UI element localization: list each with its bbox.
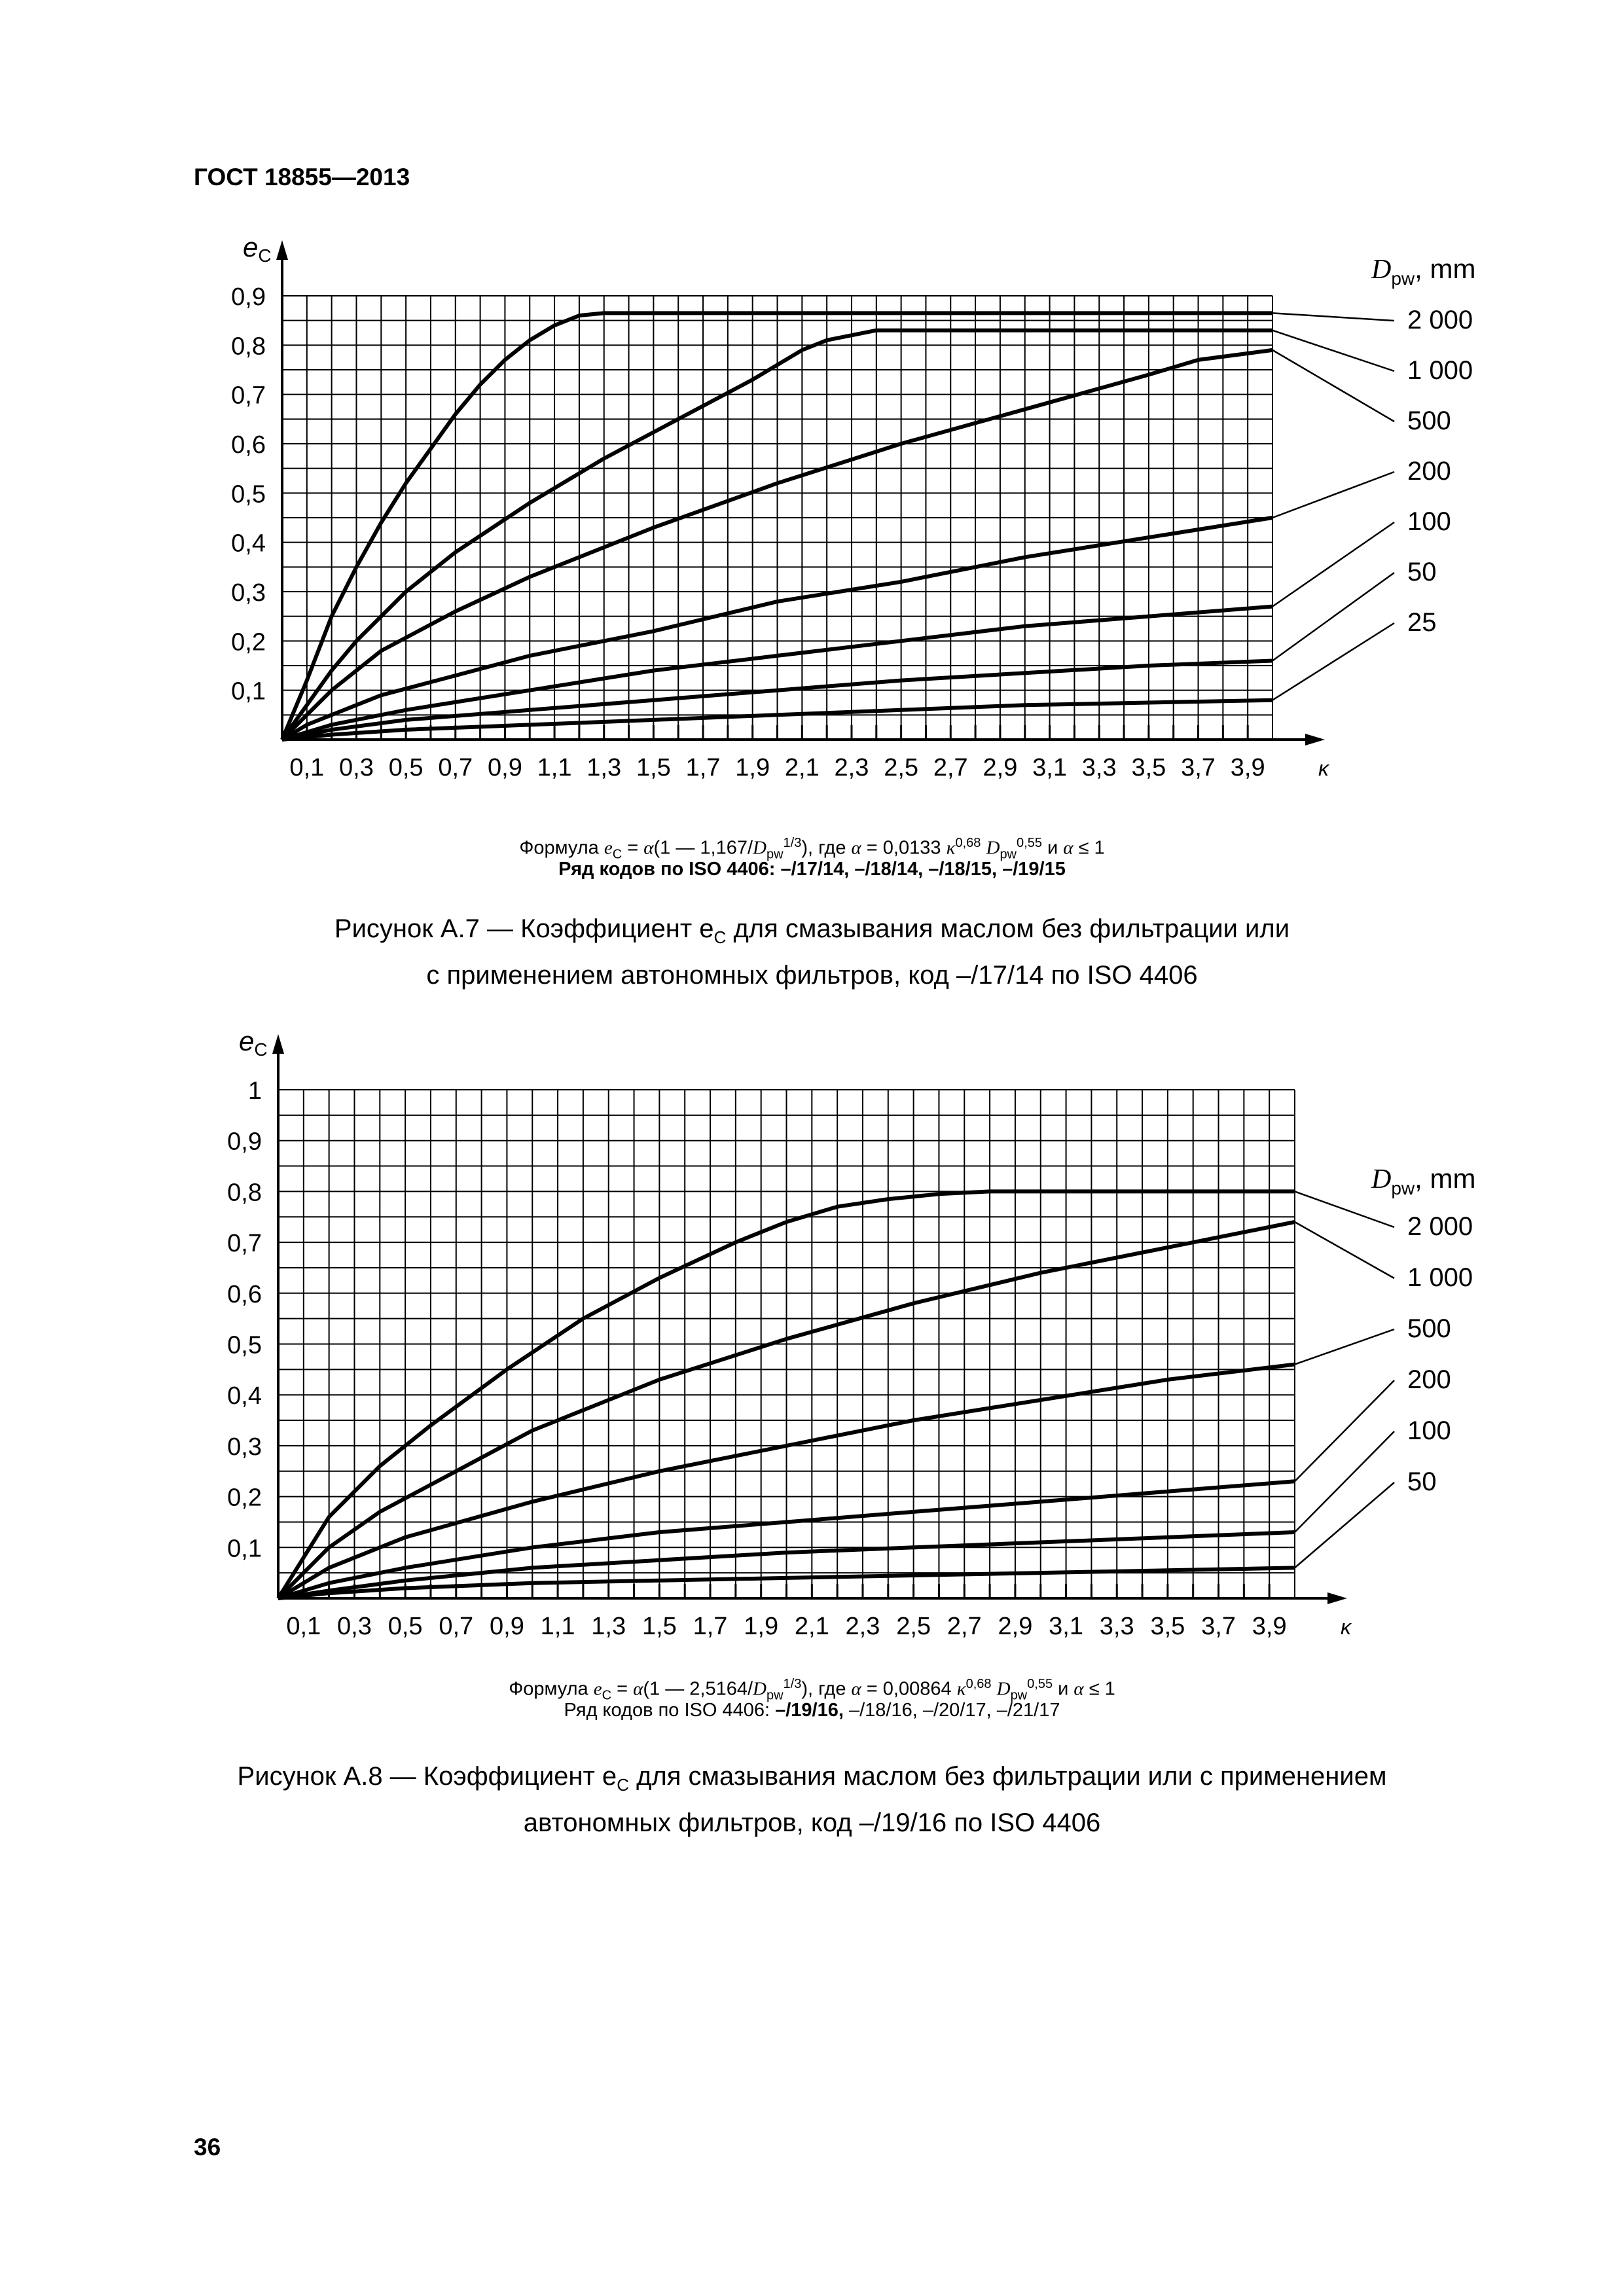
x-tick-label: 0,3 [339, 754, 374, 781]
codes-a8: Ряд кодов по ISO 4406: –/19/16, –/18/16, –/20/17, –/21/17 [564, 1700, 1060, 1721]
x-tick-label: 0,3 [337, 1613, 372, 1640]
legend-label-1000: 1 000 [1407, 1263, 1473, 1292]
x-tick-label: 3,9 [1230, 754, 1265, 781]
legend-label-200: 200 [1407, 457, 1451, 486]
y-axis-arrow-icon [276, 240, 288, 260]
x-tick-label: 0,7 [439, 1613, 474, 1640]
x-axis-label: κ [1318, 757, 1329, 780]
document-header: ГОСТ 18855—2013 [194, 164, 410, 190]
x-tick-label: 1,3 [586, 754, 622, 781]
x-tick-label: 3,7 [1201, 1613, 1236, 1640]
x-tick-label: 2,1 [794, 1613, 829, 1640]
legend-leader-line [1272, 472, 1394, 518]
x-tick-label: 0,9 [488, 754, 522, 781]
legend-title: $D_{pw}$, mm [1371, 1163, 1476, 1198]
x-tick-label: 3,1 [1032, 754, 1067, 781]
x-tick-label: 0,5 [388, 1613, 423, 1640]
x-tick-label: 1,7 [693, 1613, 728, 1640]
y-axis-label: eC [243, 232, 272, 266]
x-tick-label: 3,9 [1252, 1613, 1287, 1640]
y-tick-label: 0,7 [227, 1230, 262, 1258]
x-tick-label: 1,7 [685, 754, 721, 781]
x-tick-label: 0,5 [388, 754, 424, 781]
legend-leader-line [1295, 1380, 1394, 1481]
y-tick-label: 0,6 [227, 1280, 262, 1308]
y-tick-label: 0,3 [227, 1433, 262, 1461]
legend-label-1000: 1 000 [1407, 356, 1473, 385]
x-tick-label: 2,1 [784, 754, 820, 781]
x-tick-label: 1,1 [540, 1613, 575, 1640]
y-tick-label: 0,1 [231, 677, 266, 706]
legend-leader-line [1272, 522, 1394, 607]
x-tick-label: 3,1 [1049, 1613, 1083, 1640]
caption-a7: Рисунок А.7 — Коэффициент $e_C$ для смазывания маслом без фильтрации или с применением автономных фильтров, код –/17/14 по ISO 4406 [334, 914, 1290, 990]
x-tick-label: 3,5 [1150, 1613, 1185, 1640]
y-tick-label: 0,2 [227, 1484, 262, 1512]
y-tick-label: 0,8 [227, 1179, 262, 1207]
chart-figure-a8 [0, 1001, 1624, 1702]
y-tick-label: 0,9 [231, 283, 266, 311]
y-tick-label: 0,3 [231, 579, 266, 607]
legend-leader-line [1295, 1482, 1394, 1568]
caption-a8: Рисунок А.8 — Коэффициент $e_C$ для смазывания маслом без фильтрации или с применением автономных фильтров, код –/19/16 по ISO 4406 [237, 1762, 1387, 1837]
y-tick-label: 0,5 [231, 480, 266, 509]
legend-leader-line [1295, 1191, 1394, 1227]
x-tick-label: 2,3 [845, 1613, 880, 1640]
y-tick-label: 0,4 [231, 529, 266, 558]
chart-figure-a7 [0, 223, 1624, 884]
y-tick-label: 0,4 [227, 1382, 262, 1410]
codes-a7: Ряд кодов по ISO 4406: –/17/14, –/18/14, –/18/15, –/19/15 [558, 859, 1066, 880]
x-tick-label: 3,7 [1181, 754, 1216, 781]
legend-label-100: 100 [1407, 507, 1451, 536]
y-axis-arrow-icon [272, 1034, 284, 1054]
x-axis-arrow-icon [1327, 1592, 1347, 1604]
y-tick-label: 0,9 [227, 1128, 262, 1156]
x-tick-label: 0,1 [286, 1613, 321, 1640]
legend-title: $D_{pw}$, mm [1371, 253, 1476, 289]
legend-leader-line [1295, 1329, 1394, 1365]
y-tick-label: 1 [247, 1077, 262, 1105]
page-number: 36 [194, 2134, 221, 2161]
y-axis-label: eC [239, 1026, 268, 1060]
x-tick-label: 2,9 [983, 754, 1018, 781]
x-tick-label: 1,3 [591, 1613, 626, 1640]
legend-label-200: 200 [1407, 1365, 1451, 1394]
x-tick-label: 1,1 [537, 754, 572, 781]
legend-label-500: 500 [1407, 1314, 1451, 1343]
y-tick-label: 0,1 [227, 1535, 262, 1563]
legend-leader-line [1295, 1431, 1394, 1532]
legend-label-2000: 2 000 [1407, 1212, 1473, 1241]
x-tick-label: 0,7 [438, 754, 473, 781]
x-tick-label: 2,3 [834, 754, 869, 781]
legend-label-100: 100 [1407, 1416, 1451, 1445]
x-tick-label: 1,5 [636, 754, 671, 781]
legend-label-50: 50 [1407, 558, 1437, 586]
x-tick-label: 1,5 [641, 1613, 677, 1640]
x-tick-label: 2,5 [896, 1613, 931, 1640]
x-tick-label: 2,5 [884, 754, 919, 781]
legend-leader-line [1272, 313, 1394, 321]
x-tick-label: 2,9 [998, 1613, 1033, 1640]
x-axis-label: κ [1341, 1615, 1351, 1639]
x-tick-label: 0,9 [490, 1613, 524, 1640]
legend-label-25: 25 [1407, 608, 1437, 637]
legend-leader-line [1295, 1222, 1394, 1278]
legend-label-50: 50 [1407, 1467, 1437, 1496]
x-tick-label: 0,1 [289, 754, 325, 781]
formula-a8: Формула $e_C = \alpha(1$ — $2,5164/D_{pw}^{1/3}$), где α = 0,00864 $\kappa^{0,68}$ $D_{pw}^{0,55}$ и α ≤ 1 [509, 1677, 1115, 1703]
y-tick-label: 0,6 [231, 431, 266, 459]
x-axis-arrow-icon [1305, 734, 1325, 745]
x-tick-label: 1,9 [744, 1613, 779, 1640]
legend-label-2000: 2 000 [1407, 306, 1473, 334]
y-tick-label: 0,7 [231, 382, 266, 410]
x-tick-label: 2,7 [933, 754, 968, 781]
x-tick-label: 1,9 [735, 754, 770, 781]
x-tick-label: 3,5 [1131, 754, 1166, 781]
y-tick-label: 0,8 [231, 332, 266, 361]
y-tick-label: 0,5 [227, 1331, 262, 1359]
legend-leader-line [1272, 331, 1394, 371]
x-tick-label: 3,3 [1081, 754, 1117, 781]
x-tick-label: 2,7 [947, 1613, 982, 1640]
y-tick-label: 0,2 [231, 628, 266, 656]
legend-label-500: 500 [1407, 406, 1451, 435]
x-tick-label: 3,3 [1099, 1613, 1134, 1640]
legend-leader-line [1272, 573, 1394, 660]
legend-leader-line [1272, 350, 1394, 422]
formula-a7: Формула $e_C = \alpha(1$ — $1,167/D_{pw}^{1/3}$), где α = 0,0133 $\kappa^{0,68}$ $D_{pw}^{0,55}$ и α ≤ 1 [519, 836, 1105, 862]
legend-leader-line [1272, 623, 1394, 700]
